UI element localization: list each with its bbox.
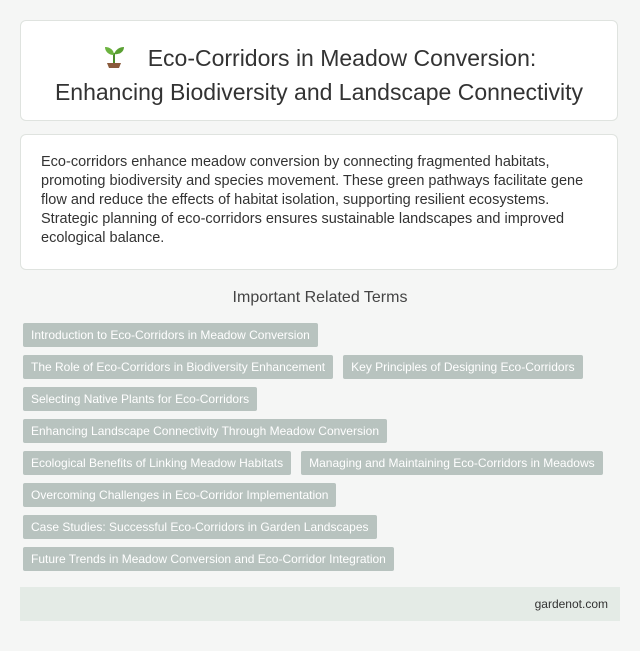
related-term-tag[interactable]: Key Principles of Designing Eco-Corridors	[343, 355, 582, 379]
related-term-tag[interactable]: Introduction to Eco-Corridors in Meadow Conversion	[23, 323, 318, 347]
tag-row	[23, 387, 623, 411]
title-text-1: Eco-Corridors in Meadow Conversion:	[147, 45, 537, 71]
related-term-tag[interactable]: The Role of Eco-Corridors in Biodiversity Enhancement	[23, 355, 333, 379]
page-title-line-1	[21, 43, 617, 73]
summary-card	[20, 134, 618, 270]
related-term-tag[interactable]: Managing and Maintaining Eco-Corridors in Meadows	[301, 451, 602, 475]
title-card	[20, 20, 618, 121]
tag-row	[23, 483, 623, 507]
footer	[20, 587, 620, 621]
tag-row	[23, 355, 623, 379]
related-term-tag[interactable]: Case Studies: Successful Eco-Corridors in Garden Landscapes	[23, 515, 377, 539]
page-title-line-2: Enhancing Biodiversity and Landscape Connectivity	[54, 79, 584, 105]
related-terms-list	[23, 323, 623, 579]
related-term-tag[interactable]: Future Trends in Meadow Conversion and Eco-Corridor Integration	[23, 547, 394, 571]
related-terms-heading: Important Related Terms	[232, 289, 408, 306]
related-term-tag[interactable]: Overcoming Challenges in Eco-Corridor Implementation	[23, 483, 336, 507]
related-term-tag[interactable]: Selecting Native Plants for Eco-Corridors	[23, 387, 257, 411]
tag-row	[23, 451, 623, 475]
tag-row	[23, 547, 623, 571]
tag-row	[23, 419, 623, 443]
related-term-tag[interactable]: Enhancing Landscape Connectivity Through Meadow Conversion	[23, 419, 387, 443]
tag-row	[23, 515, 623, 539]
related-term-tag[interactable]: Ecological Benefits of Linking Meadow Habitats	[23, 451, 291, 475]
sprout-icon	[102, 43, 126, 69]
summary-text: Eco-corridors enhance meadow conversion by connecting fragmented habitats, promoting biodiversity and species movement. These green pathways facilitate gene flow and reduce the effects of habitat isolation, supporting resilient ecosystems. Strategic planning of eco-corridors ensures sustainable landscapes and improved ecological balance.	[41, 154, 584, 246]
tag-row	[23, 323, 623, 347]
footer-site-link[interactable]: gardenot.com	[534, 597, 608, 611]
